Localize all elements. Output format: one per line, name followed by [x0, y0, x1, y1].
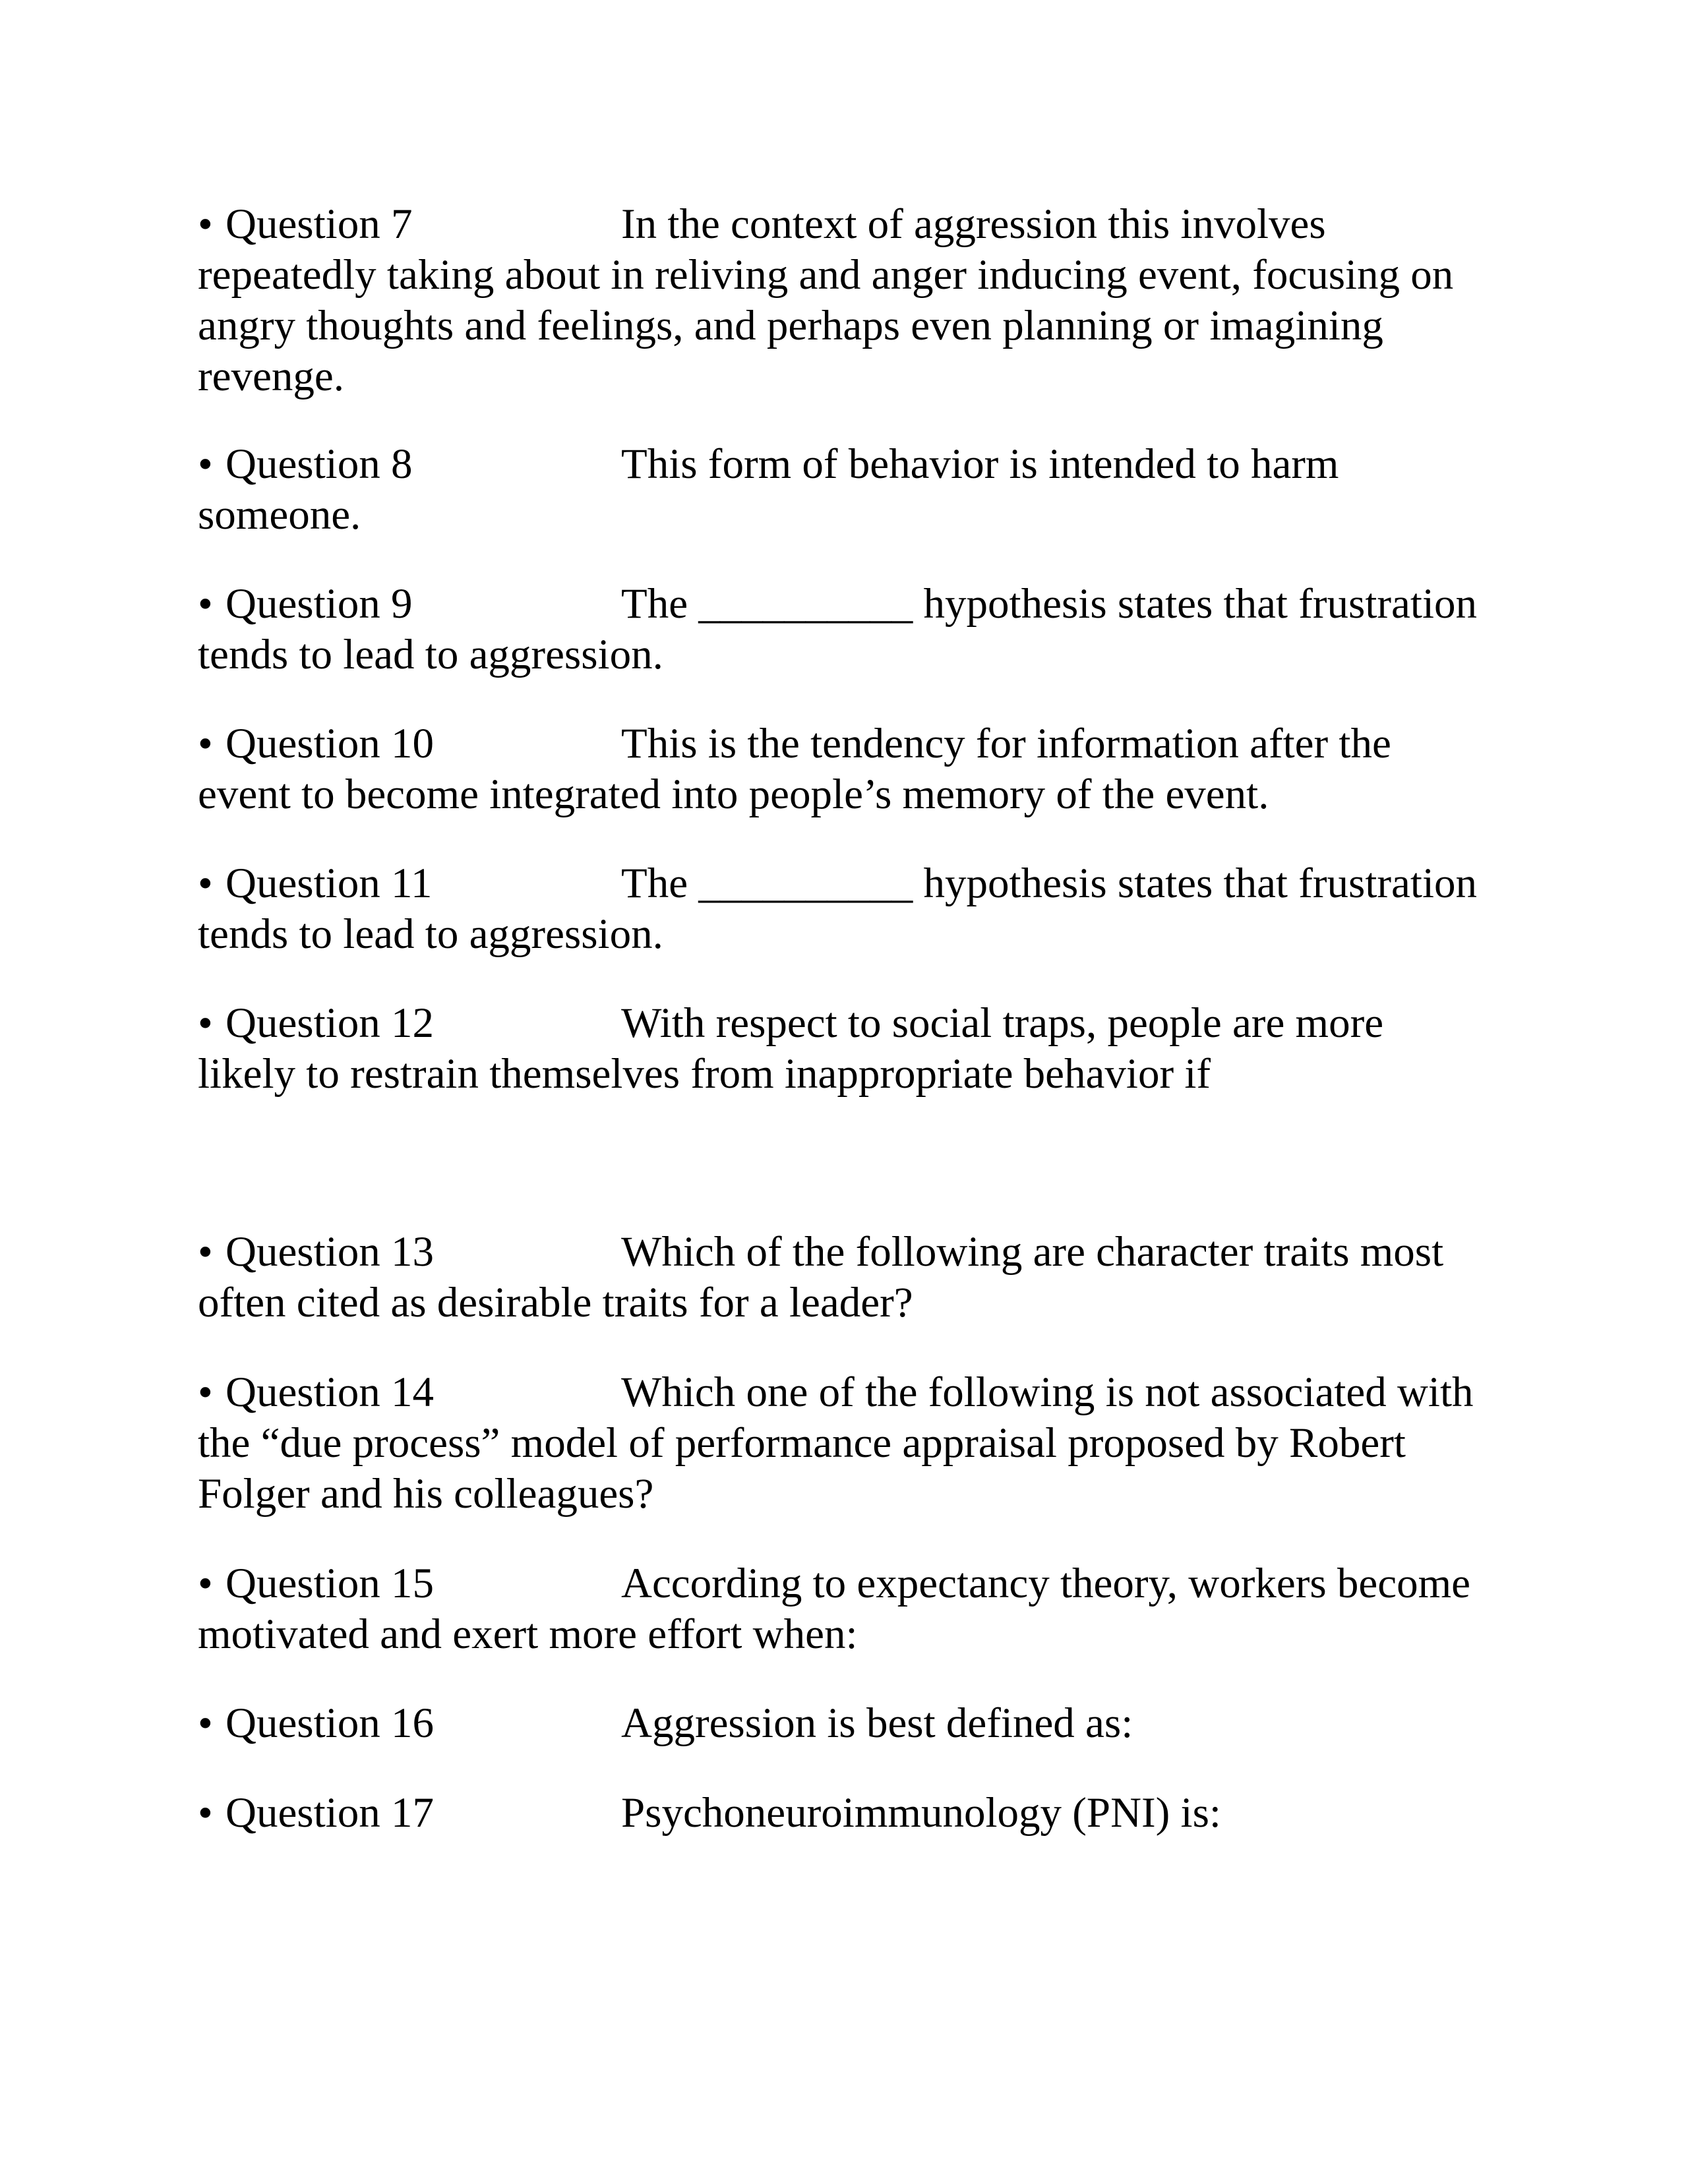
question-10	[198, 719, 1490, 820]
question-label: Question 13	[226, 1228, 434, 1276]
question-text-continuation: someone.	[198, 491, 361, 539]
question-text: Aggression is best defined as:	[621, 1699, 1133, 1747]
question-label: Question 9	[226, 580, 413, 628]
question-text: Which one of the following is not associated with	[621, 1369, 1474, 1416]
question-text-continuation: event to become integrated into people’s memory of the event.	[198, 771, 1269, 818]
question-label: Question 8	[226, 440, 413, 488]
question-text-continuation: likely to restrain themselves from inappropriate behavior if	[198, 1050, 1211, 1098]
question-12	[198, 998, 1490, 1100]
question-11	[198, 858, 1490, 960]
question-text-continuation: tends to lead to aggression.	[198, 631, 663, 678]
question-text: According to expectancy theory, workers become	[621, 1560, 1471, 1607]
question-16	[198, 1698, 1490, 1749]
question-text: This form of behavior is intended to harm	[621, 440, 1339, 488]
bullet-icon: •	[198, 580, 213, 628]
question-text: The __________ hypothesis states that frustration	[621, 860, 1478, 907]
bullet-icon: •	[198, 1560, 213, 1607]
question-9	[198, 579, 1490, 680]
question-text-continuation: the “due process” model of performance appraisal proposed by Robert Folger and his colleagues?	[198, 1419, 1406, 1518]
question-8	[198, 439, 1490, 541]
question-15	[198, 1558, 1490, 1660]
question-label: Question 10	[226, 720, 434, 767]
bullet-icon: •	[198, 1228, 213, 1276]
question-label: Question 11	[226, 860, 433, 907]
question-text-continuation: motivated and exert more effort when:	[198, 1610, 858, 1658]
question-text: In the context of aggression this involves	[621, 200, 1326, 248]
question-13	[198, 1227, 1490, 1328]
bullet-icon: •	[198, 999, 213, 1047]
question-label: Question 15	[226, 1560, 434, 1607]
question-label: Question 17	[226, 1789, 434, 1837]
question-14	[198, 1367, 1490, 1520]
question-text-continuation: often cited as desirable traits for a leader?	[198, 1279, 913, 1326]
question-17	[198, 1788, 1490, 1839]
bullet-icon: •	[198, 1369, 213, 1416]
bullet-icon: •	[198, 200, 213, 248]
question-label: Question 12	[226, 999, 434, 1047]
question-text: With respect to social traps, people are more	[621, 999, 1384, 1047]
question-text-continuation: repeatedly taking about in reliving and anger inducing event, focusing on angry thoughts and feelings, and perhaps even planning or imagining revenge.	[198, 251, 1454, 400]
bullet-icon: •	[198, 720, 213, 767]
question-label: Question 14	[226, 1369, 434, 1416]
question-text: The __________ hypothesis states that frustration	[621, 580, 1478, 628]
question-text: Which of the following are character traits most	[621, 1228, 1444, 1276]
question-text-continuation: tends to lead to aggression.	[198, 910, 663, 958]
bullet-icon: •	[198, 1789, 213, 1837]
bullet-icon: •	[198, 1699, 213, 1747]
bullet-icon: •	[198, 440, 213, 488]
question-label: Question 16	[226, 1699, 434, 1747]
question-text: Psychoneuroimmunology (PNI) is:	[621, 1789, 1221, 1837]
bullet-icon: •	[198, 860, 213, 907]
question-7	[198, 199, 1490, 402]
question-text: This is the tendency for information after the	[621, 720, 1391, 767]
question-label: Question 7	[226, 200, 413, 248]
